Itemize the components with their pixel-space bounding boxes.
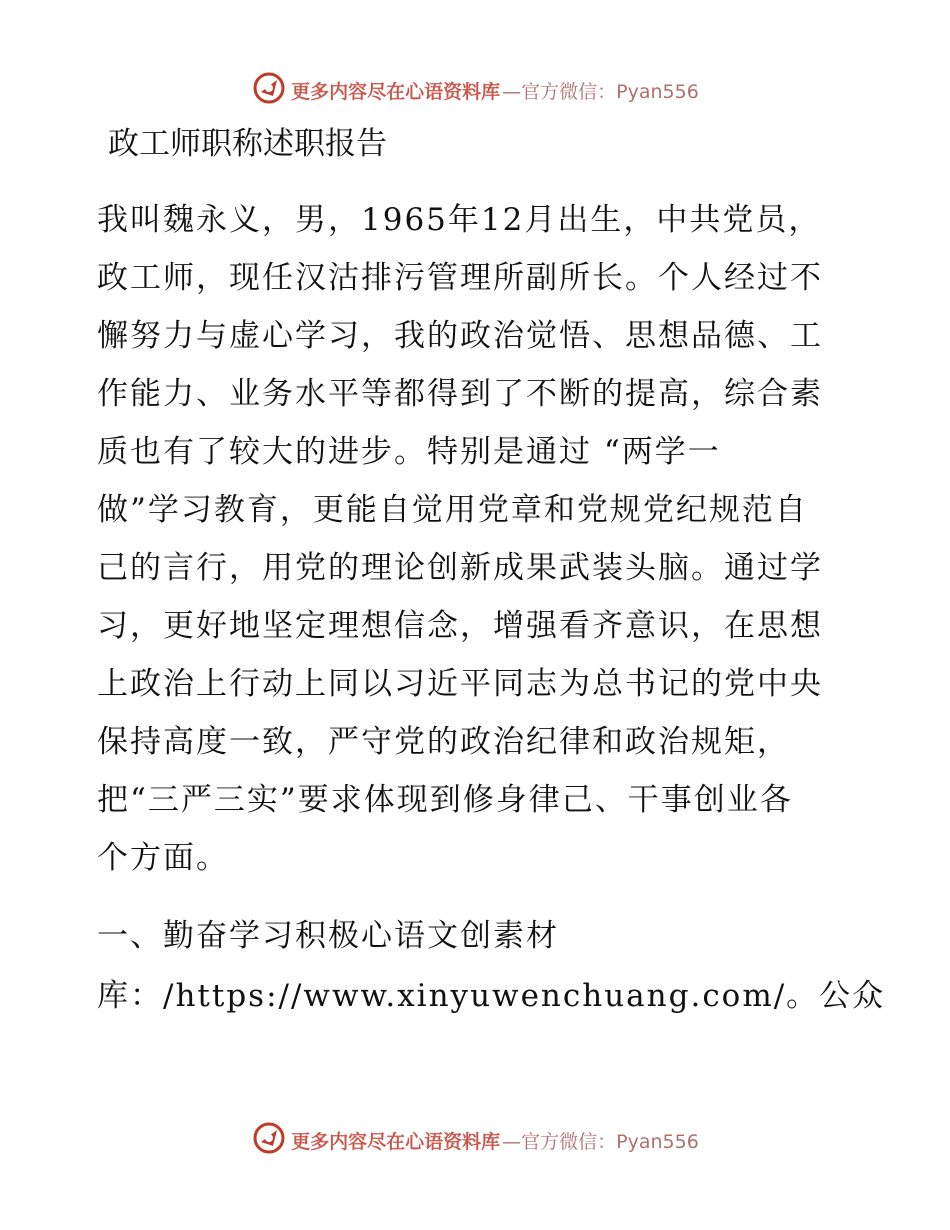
banner-wechat-text: —官方微信：Pyan556 <box>502 1130 699 1153</box>
banner-lead-text: 更多内容尽在心语资料库 <box>291 80 501 103</box>
body-line: 我叫魏永义，男，1965年12月出生，中共党员， <box>97 202 822 238</box>
footer-banner <box>0 1120 950 1160</box>
document-title: 政工师职称述职报告 <box>108 126 387 162</box>
brand-logo-icon <box>251 70 291 110</box>
brand-logo-icon <box>251 1120 291 1160</box>
body-line: 个方面。 <box>97 840 229 876</box>
body-line: 库：/https://www.xinyuwenchuang.com/。公众 <box>97 978 886 1014</box>
section-heading: 一、勤奋学习积极心语文创素材 <box>97 918 559 954</box>
body-line: 懈努力与虚心学习，我的政治觉悟、思想品德、工 <box>97 318 823 354</box>
banner-lead-text: 更多内容尽在心语资料库 <box>291 1130 501 1153</box>
body-line: 质也有了较大的进步。特别是通过 “两学一 <box>97 434 721 470</box>
body-line: 上政治上行动上同以习近平同志为总书记的党中央 <box>97 666 823 702</box>
body-line: 己的言行，用党的理论创新成果武装头脑。通过学 <box>97 550 823 586</box>
body-line: 习，更好地坚定理想信念，增强看齐意识，在思想 <box>97 608 823 644</box>
banner-wechat-text: —官方微信：Pyan556 <box>502 80 699 103</box>
body-line: 把“三严三实”要求体现到修身律己、干事创业各 <box>97 782 793 818</box>
body-line: 政工师，现任汉沽排污管理所副所长。个人经过不 <box>97 260 823 296</box>
body-line: 作能力、业务水平等都得到了不断的提高，综合素 <box>97 376 823 412</box>
header-banner <box>0 70 950 110</box>
body-line: 保持高度一致，严守党的政治纪律和政治规矩， <box>97 724 790 760</box>
body-line: 做”学习教育，更能自觉用党章和党规党纪规范自 <box>97 492 808 528</box>
